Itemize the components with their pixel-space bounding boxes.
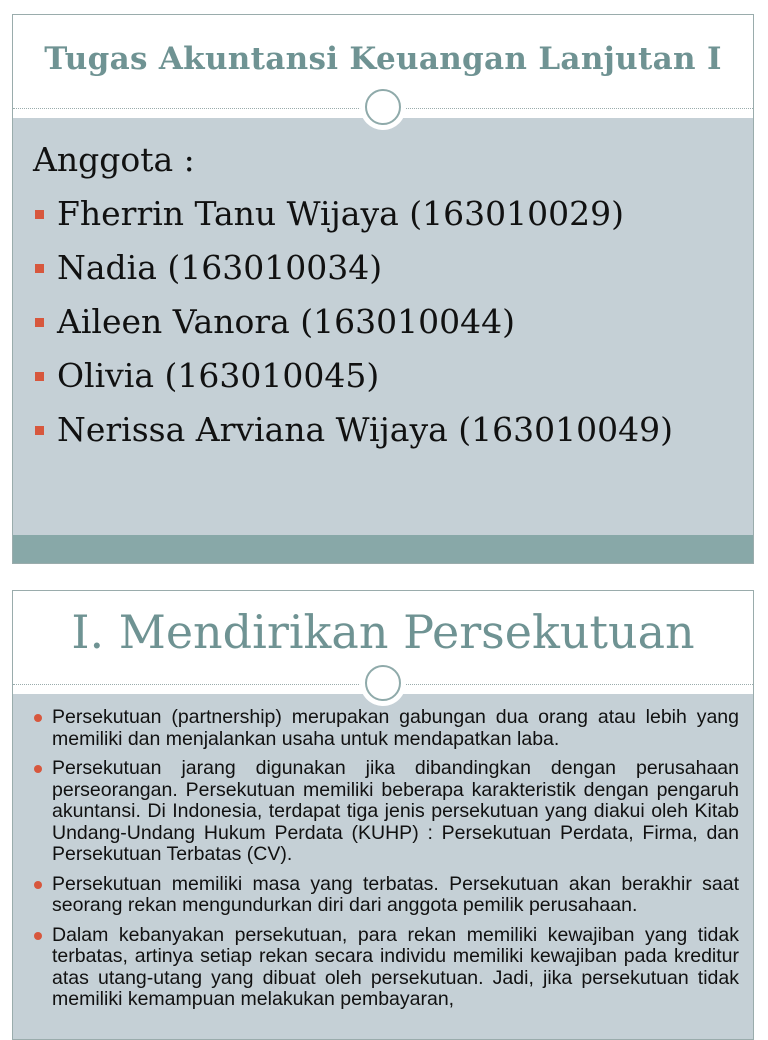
round-bullet-icon <box>34 765 42 773</box>
square-bullet-icon <box>35 318 44 327</box>
slide-title: Tugas Akuntansi Keuangan Lanjutan I <box>44 41 722 77</box>
square-bullet-icon <box>35 210 44 219</box>
round-bullet-icon <box>34 714 42 722</box>
list-item <box>33 403 743 457</box>
square-bullet-icon <box>35 372 44 381</box>
list-item <box>33 241 743 295</box>
slide-title: I. Mendirikan Persekutuan <box>71 605 695 659</box>
list-item <box>33 295 743 349</box>
bullet-list <box>31 707 739 1019</box>
slide-mendirikan-persekutuan <box>12 590 754 1040</box>
member-name: Fherrin Tanu Wijaya (163010029) <box>57 194 624 233</box>
square-bullet-icon <box>35 264 44 273</box>
member-name: Olivia (163010045) <box>57 356 380 395</box>
round-bullet-icon <box>34 932 42 940</box>
slide-members <box>12 14 754 564</box>
list-item <box>33 349 743 403</box>
footer-band <box>13 535 753 563</box>
bullet-text: Persekutuan memiliki masa yang terbatas. Persekutuan akan berakhir saat seorang rekan mengundurkan diri dari anggota pemilik perusahaan. <box>52 872 739 916</box>
circle-ornament-icon <box>360 84 406 130</box>
list-item <box>31 758 739 866</box>
list-item <box>31 707 739 750</box>
member-list <box>33 133 743 457</box>
members-heading: Anggota : <box>33 140 195 179</box>
bullet-text: Persekutuan jarang digunakan jika dibandingkan dengan perusahaan perseorangan. Persekutuan memiliki beberapa karakteristik dengan pengaruh akuntansi. Di Indonesia, terdapat tiga jenis persekutuan yang diakui oleh Kitab Undang-Undang Hukum Perdata (KUHP) : Persekutuan Perdata, Firma, dan Persekutuan Terbatas (CV). <box>52 757 739 865</box>
bullet-text: Dalam kebanyakan persekutuan, para rekan memiliki kewajiban yang tidak terbatas, artinya setiap rekan secara individu memiliki kewajiban pada kreditur atas utang-utang yang dibuat oleh persekutuan. Jadi, jika persekutuan tidak memiliki kemampuan melakukan pembayaran, <box>52 923 739 1010</box>
member-name: Nerissa Arviana Wijaya (163010049) <box>57 410 673 449</box>
square-bullet-icon <box>35 426 44 435</box>
round-bullet-icon <box>34 881 42 889</box>
list-item <box>33 187 743 241</box>
bullet-text: Persekutuan (partnership) merupakan gabungan dua orang atau lebih yang memiliki dan menjalankan usaha untuk mendapatkan laba. <box>52 706 739 750</box>
list-item <box>31 874 739 917</box>
member-name: Nadia (163010034) <box>57 248 383 287</box>
circle-ornament-icon <box>360 660 406 706</box>
list-item <box>31 925 739 1011</box>
member-name: Aileen Vanora (163010044) <box>57 302 515 341</box>
